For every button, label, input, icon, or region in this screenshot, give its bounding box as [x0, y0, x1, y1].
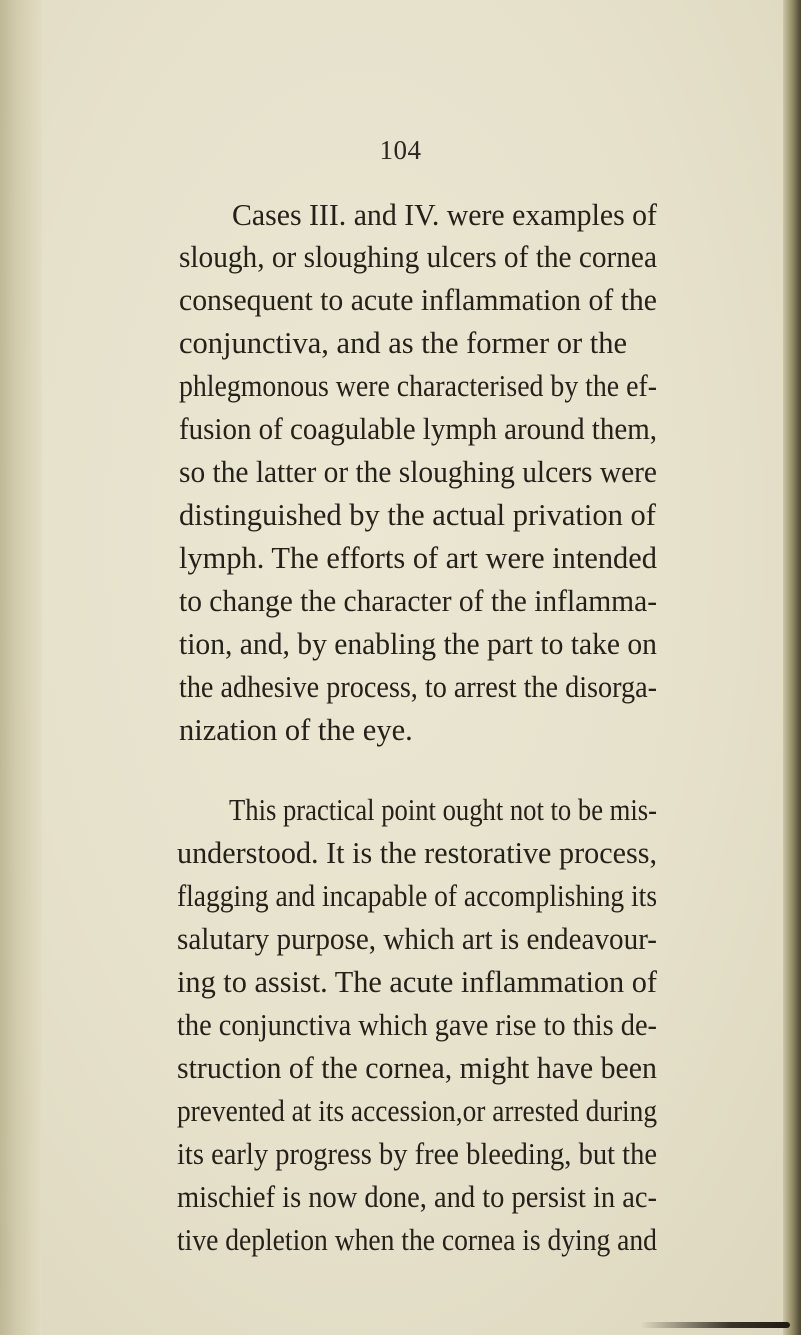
page-number: 104: [379, 135, 422, 165]
text-line: struction of the cornea, might have been: [177, 1051, 657, 1085]
text-line: lymph. The efforts of art were intended: [179, 541, 658, 575]
text-line: fusion of coagulable lymph around them,: [179, 412, 657, 446]
text-line: so the latter or the sloughing ulcers were: [179, 455, 657, 489]
text-line: mischief is now done, and to persist in ac-: [177, 1180, 658, 1214]
text-line: salutary purpose, which art is endeavour-: [177, 922, 658, 956]
text-line: slough, or sloughing ulcers of the cornea: [179, 240, 657, 274]
text-line: This practical point ought not to be mis-: [229, 793, 657, 827]
text-line: the conjunctiva which gave rise to this de-: [177, 1008, 658, 1042]
text-line: tion, and, by enabling the part to take on: [179, 627, 657, 661]
text-line: flagging and incapable of accomplishing its: [177, 879, 658, 913]
page-corner-shadow: [640, 1322, 790, 1328]
text-line: to change the character of the inflamma-: [179, 584, 658, 618]
text-line: its early progress by free bleeding, but the: [177, 1137, 658, 1171]
text-line: tive depletion when the cornea is dying and: [177, 1223, 657, 1257]
text-line: phlegmonous were characterised by the ef-: [179, 369, 657, 403]
text-line: nization of the eye.: [179, 713, 413, 747]
page-edge-shadow: [783, 0, 801, 1335]
text-line: conjunctiva, and as the former or the: [179, 326, 628, 360]
page-gutter-shadow: [0, 0, 42, 1335]
text-line: distinguished by the actual privation of: [179, 498, 656, 532]
text-line: Cases III. and IV. were examples of: [232, 198, 657, 232]
text-line: understood. It is the restorative process,: [177, 836, 658, 870]
text-line: consequent to acute inflammation of the: [179, 283, 657, 317]
text-line: the adhesive process, to arrest the disorga-: [179, 670, 657, 704]
text-line: ing to assist. The acute inflammation of: [177, 965, 658, 999]
text-line: prevented at its accession,or arrested during: [177, 1094, 658, 1128]
